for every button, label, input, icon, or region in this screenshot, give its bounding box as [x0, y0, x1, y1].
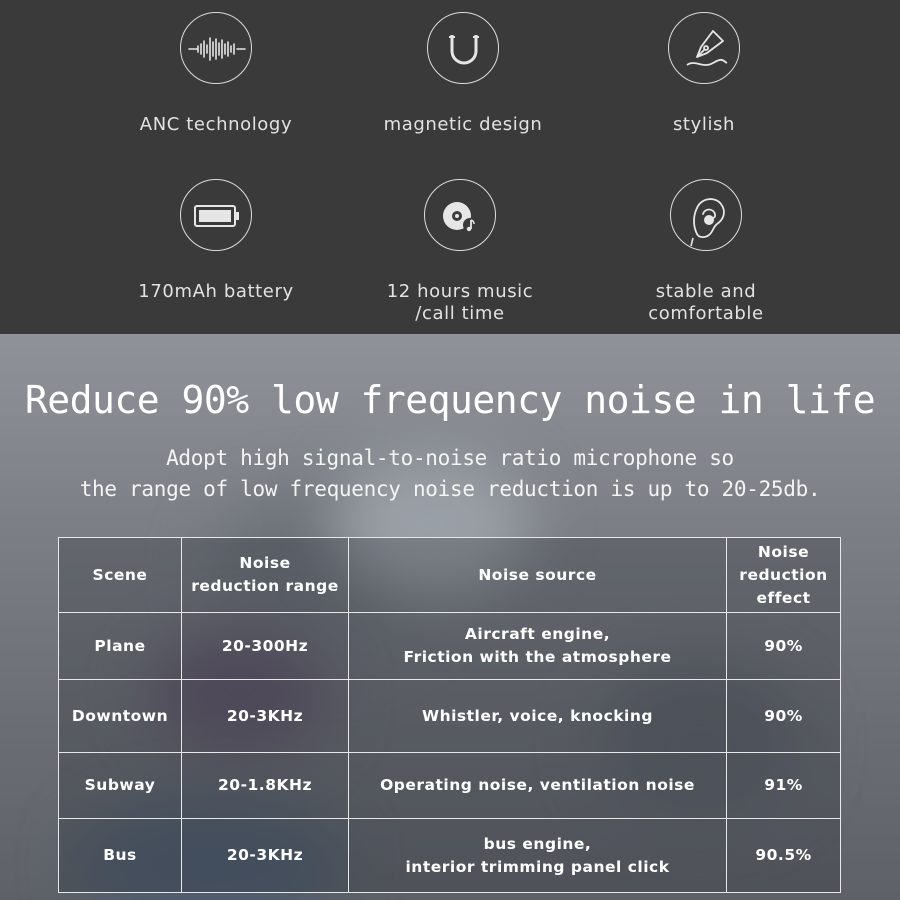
feature-label: magnetic design	[383, 114, 543, 135]
waveform-icon	[180, 12, 252, 84]
header-source: Noise source	[349, 538, 727, 613]
table-row	[59, 753, 841, 819]
header-effect: Noise reduction effect	[727, 538, 841, 613]
feature-label: stylish	[672, 114, 736, 135]
cell-range: 20-3KHz	[182, 819, 349, 893]
cell-range: 20-300Hz	[182, 613, 349, 680]
feature-label: ANC technology	[139, 114, 293, 135]
table-row	[59, 613, 841, 680]
battery-icon	[180, 179, 252, 251]
magnet-icon	[427, 12, 499, 84]
cell-effect: 90.5%	[727, 819, 841, 893]
feature-label: 170mAh battery	[138, 281, 294, 302]
cell-range: 20-3KHz	[182, 680, 349, 753]
feature-section	[0, 0, 900, 334]
cell-range: 20-1.8KHz	[182, 753, 349, 819]
subheadline-line-2: the range of low frequency noise reduction is up to 20-25db.	[79, 477, 821, 501]
cell-scene: Downtown	[59, 680, 182, 753]
cell-source: Aircraft engine, Friction with the atmosphere	[349, 613, 727, 680]
feature-label: 12 hours music /call time	[386, 281, 534, 324]
cell-source: bus engine, interior trimming panel click	[349, 819, 727, 893]
table-row	[59, 819, 841, 893]
header-range: Noise reduction range	[182, 538, 349, 613]
cell-scene: Plane	[59, 613, 182, 680]
cell-effect: 91%	[727, 753, 841, 819]
noise-reduction-table	[58, 537, 841, 893]
cell-effect: 90%	[727, 613, 841, 680]
cell-source: Whistler, voice, knocking	[349, 680, 727, 753]
subheadline-line-1: Adopt high signal-to-noise ratio microphone so	[166, 446, 734, 470]
music-disc-icon	[424, 179, 496, 251]
header-scene: Scene	[59, 538, 182, 613]
pen-nib-icon	[668, 12, 740, 84]
table-header-row	[59, 538, 841, 613]
table-row	[59, 680, 841, 753]
headline: Reduce 90% low frequency noise in life	[24, 378, 876, 422]
ear-icon	[670, 179, 742, 251]
cell-effect: 90%	[727, 680, 841, 753]
feature-label: stable and comfortable	[648, 281, 764, 324]
cell-scene: Bus	[59, 819, 182, 893]
cell-source: Operating noise, ventilation noise	[349, 753, 727, 819]
cell-scene: Subway	[59, 753, 182, 819]
noise-reduction-section	[0, 334, 900, 900]
